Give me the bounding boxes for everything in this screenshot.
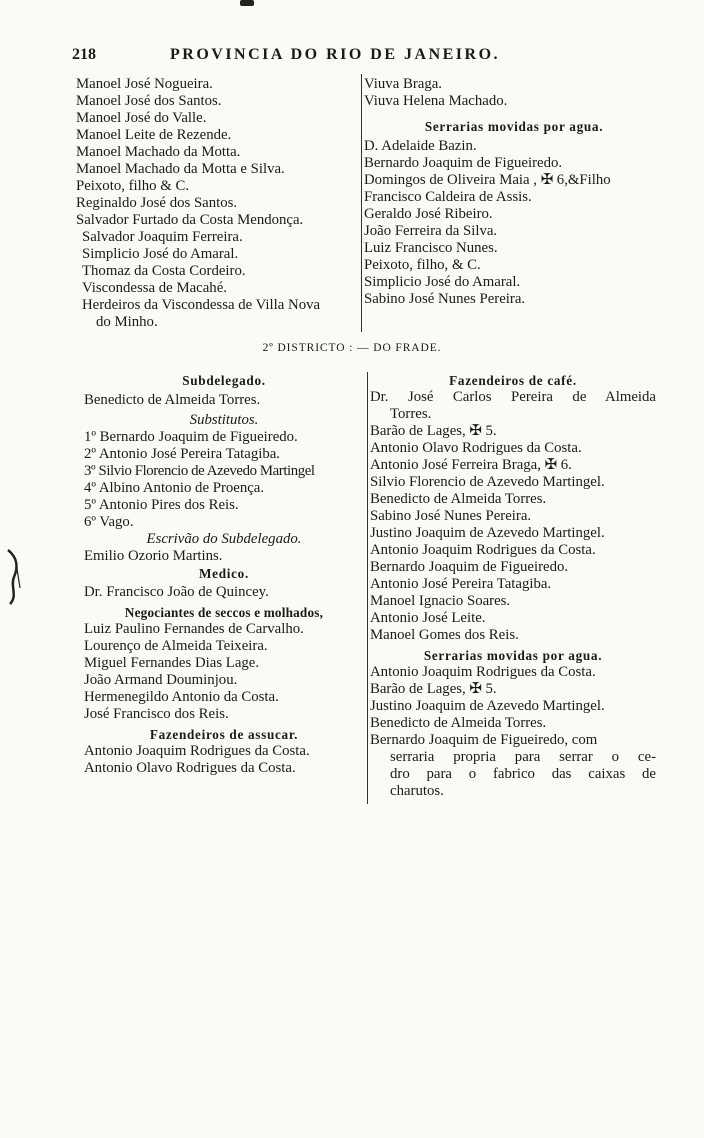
list-item: Viuva Braga. xyxy=(364,76,443,92)
list-item: charutos. xyxy=(390,783,444,799)
section-heading: Fazendeiros de café. xyxy=(449,373,577,388)
section-heading: Serrarias movidas por agua. xyxy=(423,648,603,663)
section-heading: Serrarias movidas por agua. xyxy=(424,119,604,134)
section-heading: Negociantes de seccos e molhados, xyxy=(124,605,324,620)
list-item: Thomaz da Costa Cordeiro. xyxy=(82,263,246,279)
list-item: Manoel Ignacio Soares. xyxy=(370,593,511,609)
top-right-column xyxy=(364,76,664,308)
list-item: Hermenegildo Antonio da Costa. xyxy=(84,689,279,705)
list-item: 3º Silvio Florencio de Azevedo Martingel xyxy=(84,463,315,479)
list-item: Manoel José do Valle. xyxy=(76,110,207,126)
list-item: Benedicto de Almeida Torres. xyxy=(370,491,547,507)
list-item: Salvador Furtado da Costa Mendonça. xyxy=(76,212,304,228)
page-title: PROVINCIA DO RIO DE JANEIRO. xyxy=(170,46,501,63)
list-item: Luiz Paulino Fernandes de Carvalho. xyxy=(84,621,304,637)
list-item: 1º Bernardo Joaquim de Figueiredo. xyxy=(84,429,298,445)
list-item: Simplicio José do Amaral. xyxy=(82,246,239,262)
section-heading: Escrivão do Subdelegado. xyxy=(146,531,302,547)
list-item: Bernardo Joaquim de Figueiredo. xyxy=(364,155,563,171)
list-item: Dr. José Carlos Pereira de Almeida xyxy=(370,389,656,405)
list-item: Luiz Francisco Nunes. xyxy=(364,240,498,256)
list-item: Manoel Machado da Motta. xyxy=(76,144,241,160)
list-item: Miguel Fernandes Dias Lage. xyxy=(84,655,260,671)
district-heading: 2º DISTRICTO : — DO FRADE. xyxy=(262,342,442,354)
list-item: Manoel Gomes dos Reis. xyxy=(370,627,519,643)
section-heading: Subdelegado. xyxy=(182,373,266,388)
list-item: 2º Antonio José Pereira Tatagiba. xyxy=(84,446,281,462)
column-divider xyxy=(367,372,368,804)
list-item: Antonio José Pereira Tatagiba. xyxy=(370,576,552,592)
list-item: Justino Joaquim de Azevedo Martingel. xyxy=(370,698,605,714)
page-header xyxy=(72,46,562,68)
list-item: Barão de Lages, ✠ 5. xyxy=(370,681,497,697)
lower-right-column xyxy=(370,372,656,800)
list-item: Manoel Leite de Rezende. xyxy=(76,127,232,143)
list-item: Viuva Helena Machado. xyxy=(364,93,508,109)
list-item: Antonio Joaquim Rodrigues da Costa. xyxy=(84,743,310,759)
list-item: José Francisco dos Reis. xyxy=(84,706,229,722)
list-item: D. Adelaide Bazin. xyxy=(364,138,477,154)
list-item: Benedicto de Almeida Torres. xyxy=(84,392,261,408)
list-item: Peixoto, filho & C. xyxy=(76,178,190,194)
list-item: Bernardo Joaquim de Figueiredo. xyxy=(370,559,569,575)
list-item: Emilio Ozorio Martins. xyxy=(84,548,223,564)
list-item: Herdeiros da Viscondessa de Villa Nova xyxy=(82,297,321,313)
section-heading: Fazendeiros de assucar. xyxy=(149,727,299,742)
section-heading: Medico. xyxy=(199,566,249,581)
list-item: dro para o fabrico das caixas de xyxy=(390,766,656,782)
list-item: Domingos de Oliveira Maia , ✠ 6,&Filho xyxy=(364,172,611,188)
list-item: do Minho. xyxy=(96,314,158,330)
list-item: Torres. xyxy=(390,406,432,422)
list-item: 6º Vago. xyxy=(84,514,134,530)
list-item: Antonio Joaquim Rodrigues da Costa. xyxy=(370,664,596,680)
list-item: Manoel José Nogueira. xyxy=(76,76,213,92)
ink-mark xyxy=(240,0,254,6)
list-item: Antonio José Ferreira Braga, ✠ 6. xyxy=(370,457,572,473)
list-item: Lourenço de Almeida Teixeira. xyxy=(84,638,268,654)
list-item: 5º Antonio Pires dos Reis. xyxy=(84,497,239,513)
list-item: Geraldo José Ribeiro. xyxy=(364,206,493,222)
list-item: Bernardo Joaquim de Figueiredo, com xyxy=(370,732,598,748)
section-heading: Substitutos. xyxy=(189,412,259,428)
list-item: Peixoto, filho, & C. xyxy=(364,257,481,273)
top-left-column xyxy=(76,76,360,331)
list-item: Manoel Machado da Motta e Silva. xyxy=(76,161,285,177)
list-item: Reginaldo José dos Santos. xyxy=(76,195,238,211)
list-item: 4º Albino Antonio de Proença. xyxy=(84,480,265,496)
list-item: Sabino José Nunes Pereira. xyxy=(370,508,532,524)
list-item: Justino Joaquim de Azevedo Martingel. xyxy=(370,525,605,541)
list-item: Viscondessa de Macahé. xyxy=(82,280,227,296)
column-divider xyxy=(361,74,362,332)
list-item: João Armand Douminjou. xyxy=(84,672,238,688)
list-item: Dr. Francisco João de Quincey. xyxy=(84,584,269,600)
list-item: Manoel José dos Santos. xyxy=(76,93,222,109)
list-item: Simplicio José do Amaral. xyxy=(364,274,521,290)
margin-bracket-mark xyxy=(4,548,24,606)
list-item: Barão de Lages, ✠ 5. xyxy=(370,423,497,439)
list-item: serraria propria para serrar o ce- xyxy=(390,749,656,765)
list-item: Sabino José Nunes Pereira. xyxy=(364,291,526,307)
list-item: Antonio Olavo Rodrigues da Costa. xyxy=(370,440,582,456)
page-number: 218 xyxy=(72,46,96,63)
list-item: Antonio Olavo Rodrigues da Costa. xyxy=(84,760,296,776)
list-item: João Ferreira da Silva. xyxy=(364,223,498,239)
list-item: Silvio Florencio de Azevedo Martingel. xyxy=(370,474,605,490)
list-item: Antonio Joaquim Rodrigues da Costa. xyxy=(370,542,596,558)
list-item: Benedicto de Almeida Torres. xyxy=(370,715,547,731)
list-item: Antonio José Leite. xyxy=(370,610,486,626)
lower-left-column xyxy=(84,372,364,777)
list-item: Francisco Caldeira de Assis. xyxy=(364,189,532,205)
list-item: Salvador Joaquim Ferreira. xyxy=(82,229,243,245)
